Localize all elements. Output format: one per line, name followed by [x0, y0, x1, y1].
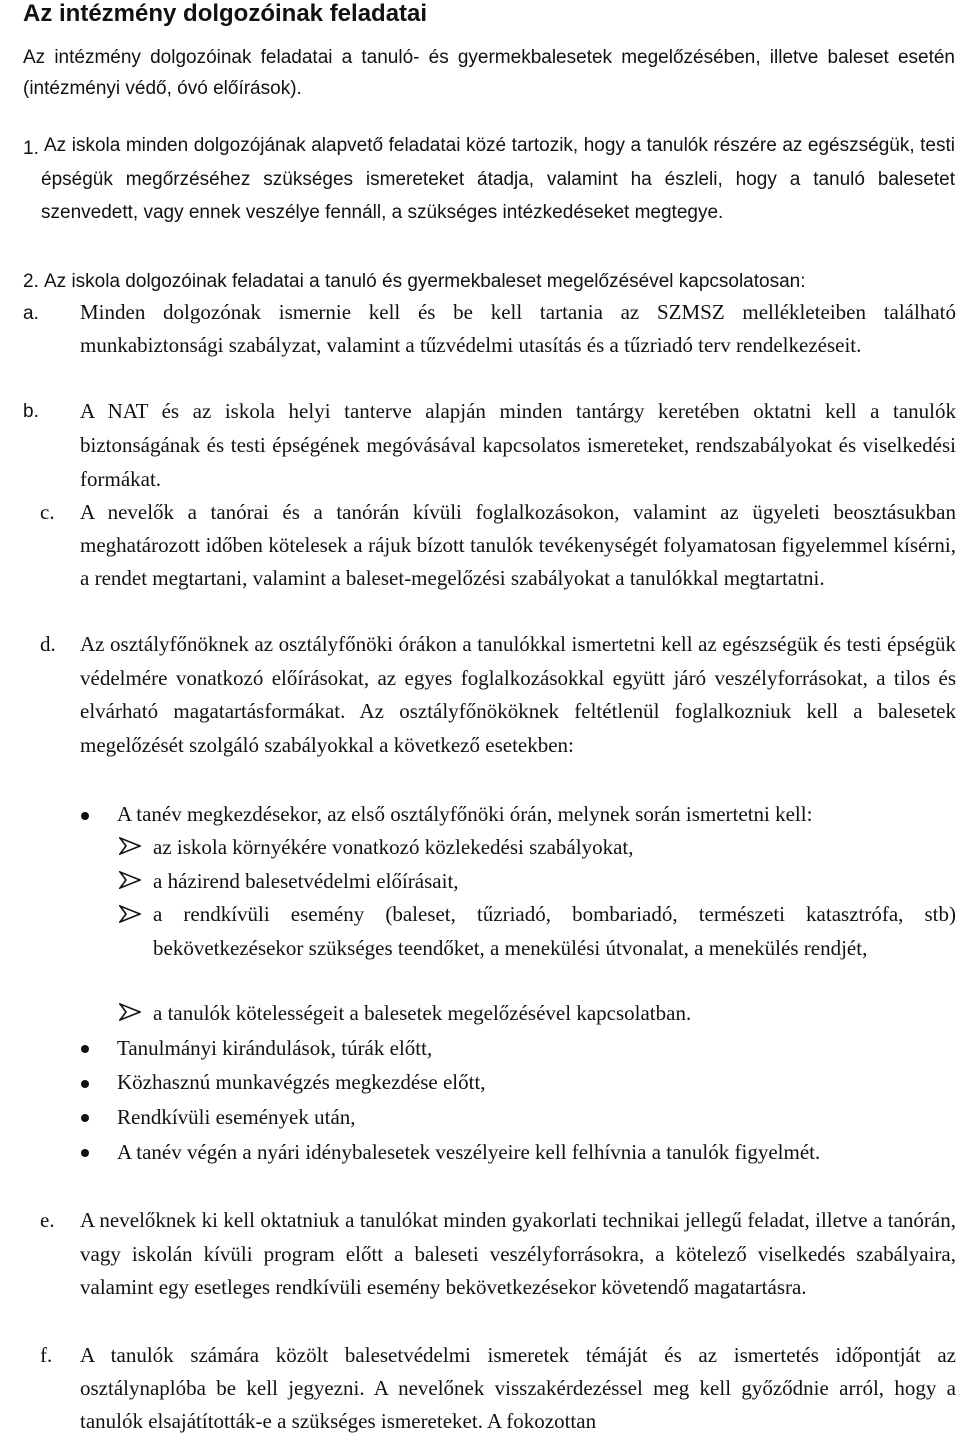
arrow-bullet-icon	[119, 1003, 141, 1021]
bullet-item-1: A tanév megkezdésekor, az első osztályfőnöki órán, melynek során ismertetni kell:	[117, 802, 813, 826]
bullet-icon	[81, 1080, 89, 1088]
item-1-paragraph: Az iskola minden dolgozójának alapvető feladatai közé tartozik, hogy a tanulók részére az egészségük, testi épségük megőrzéséhez szükséges ismereteket átadja, valamint ha észleli, hogy a tanuló balesetet szenvedett, vagy ennek veszélye fennáll, a szükséges intézkedéseket megtegye.	[41, 135, 955, 223]
bullet-item-3: Közhasznú munkavégzés megkezdése előtt,	[117, 1070, 486, 1094]
item-number-1: 1.	[23, 138, 39, 159]
subitem-c-paragraph: A nevelők a tanórai és a tanórán kívüli foglalkozásokon, valamint az ügyeleti beosztásukban meghatározott időben kötelesek a rájuk bízott tanulók tevékenységét folyamatosan figyelemmel kísérni, a rendet megtartani, valamint a baleset-megelőzési szabályokat a tanulókkal megtartatni.	[80, 500, 956, 590]
subitem-letter-b: b.	[23, 401, 39, 422]
bullet-item-2: Tanulmányi kirándulások, túrák előtt,	[117, 1036, 433, 1060]
subitem-d-paragraph: Az osztályfőnöknek az osztályfőnöki órákon a tanulókkal ismertetni kell az egészségük és testi épségük védelmére vonatkozó előírásokat, az egyes foglalkozásokkal együtt járó veszélyforrásokat, a tilos és elvárható magatartásformákat. Az osztályfőnököknek feltétlenül foglalkozniuk kell a balesetek megelőzését szolgáló szabályokkal a következő esetekben:	[80, 632, 956, 757]
subitem-letter-d: d.	[40, 632, 56, 656]
subitem-letter-f: f.	[40, 1343, 53, 1367]
item-2-paragraph: Az iskola dolgozóinak feladatai a tanuló és gyermekbaleset megelőzésével kapcsolatosan:	[44, 271, 806, 292]
arrow-bullet-icon	[119, 905, 141, 923]
bullet-icon	[81, 1045, 89, 1053]
subitem-f-paragraph: A tanulók számára közölt balesetvédelmi ismeretek témáját és az ismertetés időpontját az osztálynaplóba be kell jegyezni. A nevelőnek visszakérdezéssel meg kell győződnie arról, hogy a tanulók elsajátították-e a szükséges ismereteket. A fokozottan	[80, 1343, 956, 1433]
arrow-bullet-icon	[119, 871, 141, 889]
bullet-item-4: Rendkívüli események után,	[117, 1105, 356, 1129]
bullet-icon	[81, 1149, 89, 1157]
subitem-b-paragraph: A NAT és az iskola helyi tanterve alapján minden tantárgy keretében oktatni kell a tanulók biztonságának és testi épségének megóvásával kapcsolatos ismereteket, rendszabályokat és viselkedési formákat.	[80, 399, 956, 491]
subitem-e-paragraph: A nevelőknek ki kell oktatniuk a tanulókat minden gyakorlati technikai jellegű feladat, illetve a tanórán, vagy iskolán kívüli program előtt a baleseti veszélyforrásokra, a kötelező viselkedés szabályaira, valamint egy esetleges rendkívüli esemény bekövetkezésekor követendő magatartásra.	[80, 1208, 956, 1299]
bullet-item-5: A tanév végén a nyári idénybalesetek veszélyeire kell felhívnia a tanulók figyelmét.	[117, 1140, 821, 1164]
subitem-letter-c: c.	[40, 500, 55, 524]
item-number-2: 2.	[23, 271, 39, 292]
subitem-letter-e: e.	[40, 1208, 55, 1232]
bullet-icon	[81, 1114, 89, 1122]
arrow-bullet-icon	[119, 837, 141, 855]
subitem-letter-a: a.	[23, 303, 39, 324]
bullet-icon	[81, 812, 89, 820]
intro-paragraph: Az intézmény dolgozóinak feladatai a tanuló- és gyermekbalesetek megelőzésében, illetve baleset esetén (intézményi védő, óvó előírások).	[23, 47, 955, 99]
arrow-item-1: az iskola környékére vonatkozó közlekedési szabályokat,	[153, 835, 634, 859]
arrow-item-4: a tanulók kötelességeit a balesetek megelőzésével kapcsolatban.	[153, 1001, 692, 1025]
arrow-item-3: a rendkívüli esemény (baleset, tűzriadó, bombariadó, természeti katasztrófa, stb) bekövetkezésekor szükséges teendőket, a menekülési útvonalat, a menekülés rendjét,	[153, 902, 956, 960]
arrow-item-2: a házirend balesetvédelmi előírásait,	[153, 869, 459, 893]
subitem-a-paragraph: Minden dolgozónak ismernie kell és be kell tartania az SZMSZ mellékleteiben található munkabiztonsági szabályzat, valamint a tűzvédelmi utasítás és a tűzriadó terv rendelkezéseit.	[80, 300, 956, 357]
section-heading: Az intézmény dolgozóinak feladatai	[23, 0, 428, 27]
